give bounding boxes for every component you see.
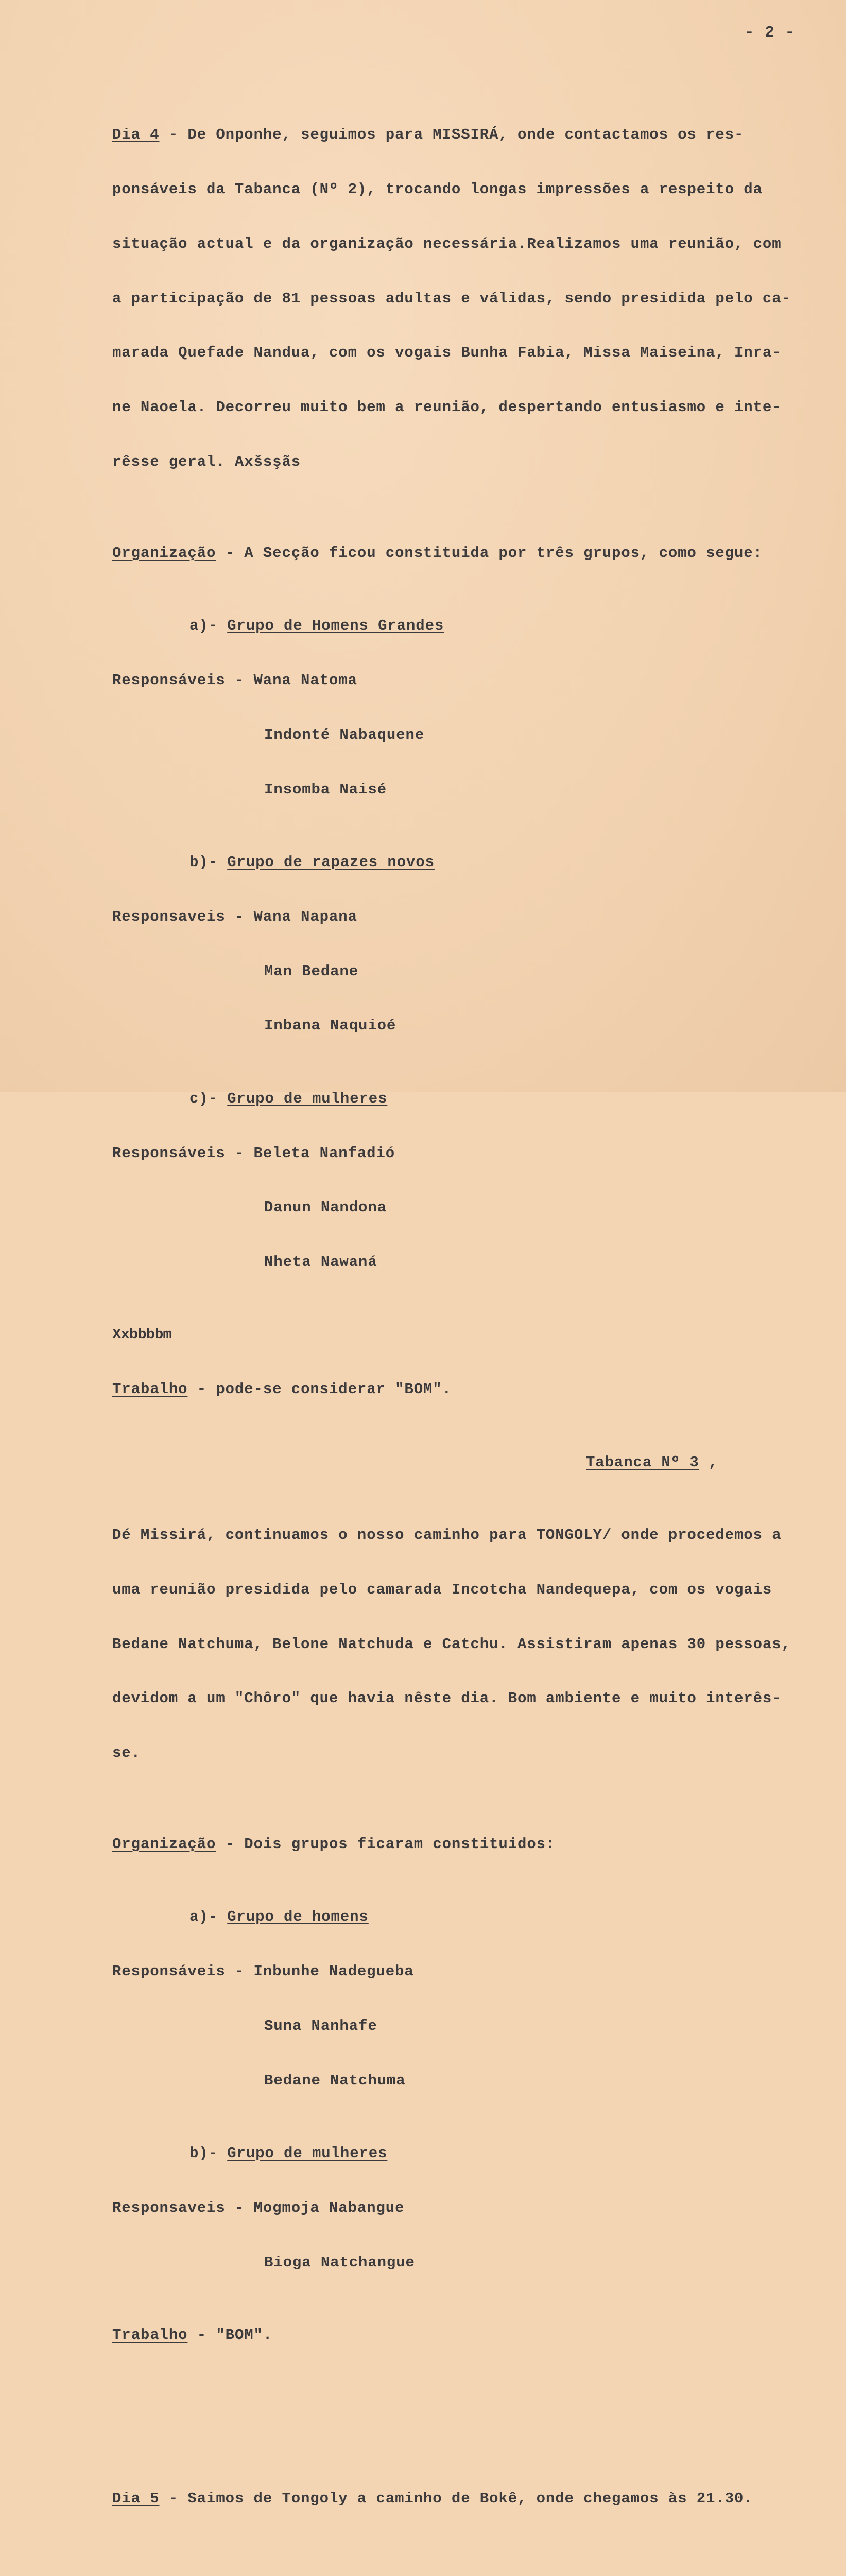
paragraph-line: Dia 4 - De Onponhe, seguimos para MISSIRÁ, onde contactamos os res-	[112, 126, 744, 143]
paragraph-line: ne Naoela. Decorreu muito bem a reunião, despertando entusiasmo e inte-	[112, 399, 782, 416]
work-rating-line: Trabalho - "BOM".	[112, 2326, 273, 2344]
paragraph-line: devidom a um "Chôro" que havia nêste dia. Bom ambiente e muito interês-	[112, 1690, 782, 1707]
group-heading: a)- Grupo de homens	[189, 1908, 369, 1925]
member-line: Responsaveis - Wana Napana	[112, 908, 357, 925]
paragraph-line: Dé Missirá, continuamos o nosso caminho para TONGOLY/ onde procedemos a	[112, 1526, 782, 1544]
member-line: Suna Nanhafe	[264, 2017, 377, 2035]
member-line: Bioga Natchangue	[264, 2253, 415, 2271]
paragraph-line: rêsse geral. Axšsşãs	[112, 453, 301, 471]
member-line: Responsaveis - Mogmoja Nabangue	[112, 2199, 405, 2216]
group-heading: c)- Grupo de mulheres	[189, 1090, 388, 1107]
paragraph-line: ponsáveis da Tabanca (Nº 2), trocando longas impressões a respeito da	[112, 180, 763, 198]
section-line: Organização - A Secção ficou constituida por três grupos, como segue:	[112, 544, 763, 562]
struck-out-word: Xxbbbbm	[112, 1326, 171, 1344]
group-heading: b)- Grupo de rapazes novos	[189, 853, 435, 871]
group-heading: b)- Grupo de mulheres	[189, 2144, 388, 2162]
member-line: Danun Nandona	[264, 1199, 387, 1216]
member-line: Responsáveis - Wana Natoma	[112, 671, 357, 689]
day-heading: Dia 5	[112, 2490, 160, 2507]
page-number: - 2 -	[745, 24, 796, 42]
work-rating-line: Trabalho - pode-se considerar "BOM".	[112, 1381, 452, 1398]
member-line: Insomba Naisé	[264, 781, 387, 798]
tabanca-heading: Tabanca Nº 3 ,	[586, 1453, 718, 1471]
paragraph-line: marada Quefade Nandua, com os vogais Bunha Fabia, Missa Maiseina, Inra-	[112, 344, 782, 362]
member-line: Responsáveis - Inbunhe Nadegueba	[112, 1962, 414, 1980]
member-line: Responsáveis - Beleta Nanfadió	[112, 1144, 395, 1162]
section-line: Organização - Dois grupos ficaram constituidos:	[112, 1835, 556, 1853]
member-line: Indonté Nabaquene	[264, 726, 425, 743]
paragraph-line: Dia 5 - Saimos de Tongoly a caminho de Bokê, onde chegamos às 21.30.	[112, 2490, 753, 2507]
paragraph-line: Bedane Natchuma, Belone Natchuda e Catchu. Assistiram apenas 30 pessoas,	[112, 1635, 791, 1653]
member-line: Nheta Nawaná	[264, 1253, 377, 1271]
member-line: Man Bedane	[264, 962, 359, 980]
paragraph-line: se.	[112, 1744, 141, 1762]
member-line: Bedane Natchuma	[264, 2072, 406, 2089]
group-heading: a)- Grupo de Homens Grandes	[189, 617, 444, 634]
spacer	[112, 2399, 838, 2417]
paragraph-line: uma reunião presidida pelo camarada Incotcha Nandequepa, com os vogais	[112, 1581, 772, 1598]
paragraph-line: situação actual e da organização necessária.Realizamos uma reunião, com	[112, 235, 782, 252]
paragraph-line: a participação de 81 pessoas adultas e válidas, sendo presidida pelo ca-	[112, 290, 791, 307]
day-heading: Dia 4	[112, 126, 160, 143]
report-body	[112, 71, 838, 2576]
section-heading: Organização	[112, 544, 216, 562]
section-heading: Organização	[112, 1835, 216, 1853]
member-line: Inbana Naquioé	[264, 1017, 396, 1035]
